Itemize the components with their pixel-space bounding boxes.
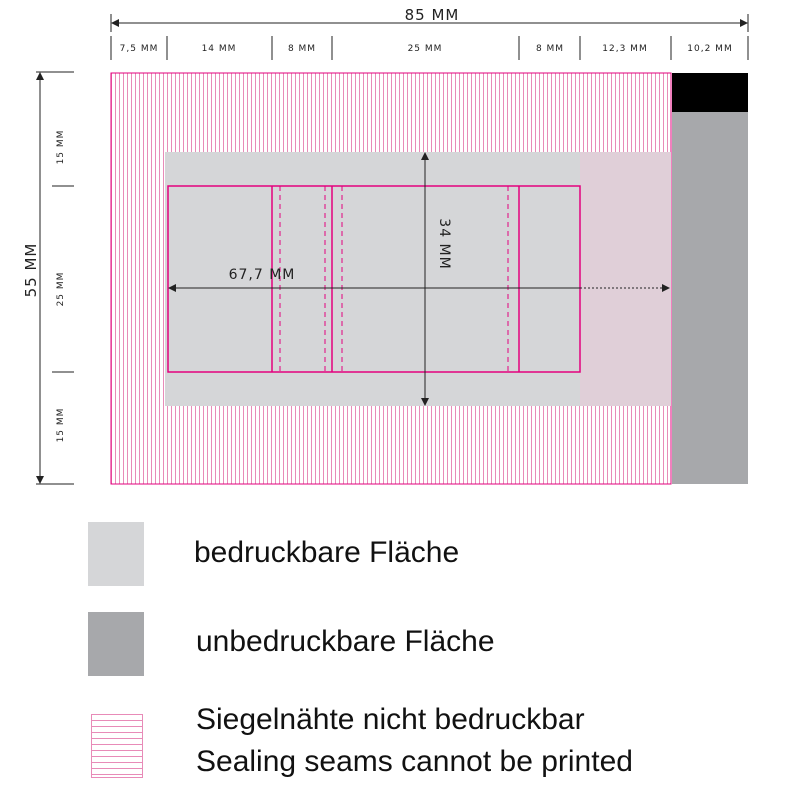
seams-swatch [91,714,143,778]
unprintable-swatch [88,612,144,676]
width-segment-label: 12,3 MM [602,44,648,54]
total-height-dimension [22,72,74,484]
black-tab [672,73,748,112]
seams-legend-label-en: Sealing seams cannot be printed [196,745,633,778]
width-segment-label: 8 MM [535,44,565,54]
inner-width-label: 67,7 MM [228,267,296,283]
height-segments [52,130,74,443]
total-width-label: 85 MM [404,6,460,24]
width-segment-label: 25 MM [407,44,443,54]
printable-legend-label: bedruckbare Fläche [194,536,460,569]
width-segment-label: 8 MM [287,44,317,54]
unprintable-legend-label: unbedruckbare Fläche [196,625,495,658]
width-segment-label: 7,5 MM [119,44,159,54]
height-segment-label: 15 MM [56,407,66,443]
width-segment-label: 10,2 MM [687,44,733,54]
height-segment-label: 15 MM [56,129,66,165]
seams-legend-label-de: Siegelnähte nicht bedruckbar [196,703,585,736]
width-segments [111,36,748,60]
inner-height-label: 34 MM [436,218,452,270]
printable-swatch [88,522,144,586]
height-segment-label: 25 MM [56,271,66,307]
total-height-label: 55 MM [22,242,40,298]
width-segment-label: 14 MM [201,44,237,54]
printable-area-fade [580,152,671,406]
unprintable-strip [672,73,748,484]
total-width-dimension [111,6,748,32]
